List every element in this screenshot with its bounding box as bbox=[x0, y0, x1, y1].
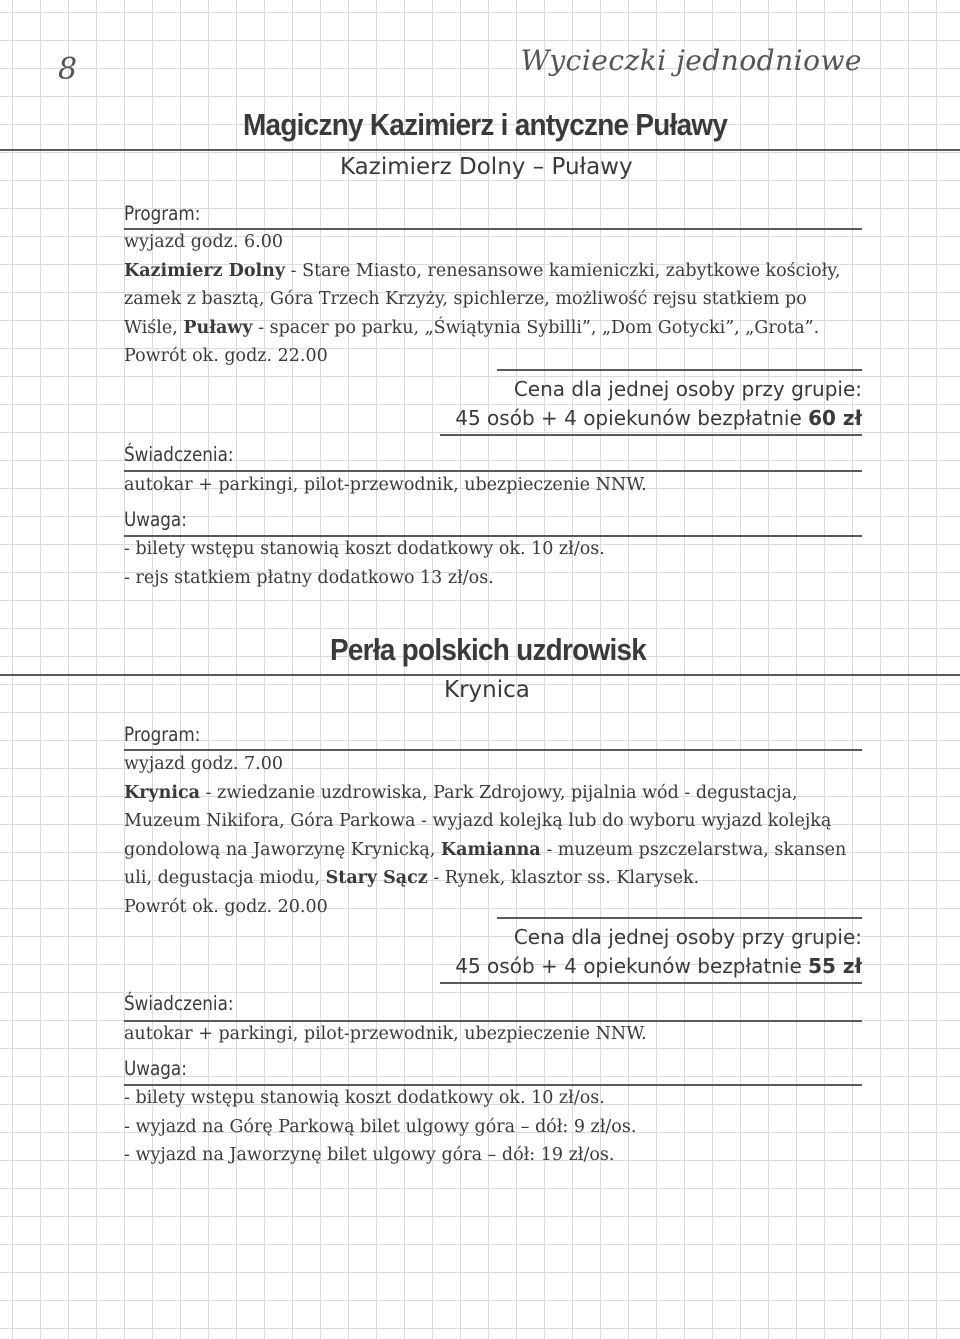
page-number: 8 bbox=[58, 52, 78, 87]
program-description: - spacer po parku, „Świątynia Sybilli”, „Dom Gotycki”, „Grota”. bbox=[252, 317, 820, 338]
price-value: 55 zł bbox=[808, 954, 862, 978]
trip-subtitle: Kazimierz Dolny – Puławy bbox=[340, 154, 633, 180]
price-underline bbox=[440, 982, 862, 984]
place-name: Krynica bbox=[124, 782, 200, 803]
program-line bbox=[124, 257, 862, 286]
notes-list bbox=[124, 1084, 636, 1170]
trip-title: Magiczny Kazimierz i antyczne Puławy bbox=[243, 107, 728, 142]
price-underline bbox=[440, 434, 862, 436]
services-label: Świadczenia: bbox=[124, 443, 234, 466]
services-label: Świadczenia: bbox=[124, 992, 234, 1015]
program-line bbox=[124, 864, 846, 893]
return-time: Powrót ok. godz. 22.00 bbox=[124, 346, 328, 366]
program-description: - Rynek, klasztor ss. Klarysek. bbox=[427, 868, 700, 888]
trip-subtitle: Krynica bbox=[444, 677, 530, 703]
trip-title: Perła polskich uzdrowisk bbox=[330, 632, 647, 667]
price-group-text: 45 osób + 4 opiekunów bezpłatnie bbox=[455, 406, 802, 430]
program-description: - Stare Miasto, renesansowe kamieniczki, zabytkowe kościoły, bbox=[285, 260, 841, 281]
program-line: zamek z basztą, Góra Trzech Krzyży, spichlerze, możliwość rejsu statkiem po bbox=[124, 289, 807, 309]
place-name: Kamianna bbox=[440, 839, 541, 860]
place-name: Kazimierz Dolny bbox=[124, 260, 286, 281]
program-description: Wiśle, bbox=[124, 317, 184, 338]
notes-label: Uwaga: bbox=[124, 508, 187, 531]
price-group-line bbox=[455, 952, 862, 981]
services-text: autokar + parkingi, pilot-przewodnik, ubezpieczenie NNW. bbox=[124, 475, 647, 495]
departure-time: wyjazd godz. 6.00 bbox=[124, 232, 283, 252]
program-line bbox=[124, 779, 846, 808]
note-item: - bilety wstępu stanowią koszt dodatkowy ok. 10 zł/os. bbox=[124, 1088, 605, 1108]
return-time: Powrót ok. godz. 20.00 bbox=[124, 896, 328, 917]
price-divider bbox=[497, 369, 862, 371]
place-name: Puławy bbox=[183, 317, 253, 338]
running-title: Wycieczki jednodniowe bbox=[520, 44, 862, 77]
program-label: Program: bbox=[124, 723, 201, 746]
note-item: - wyjazd na Górę Parkową bilet ulgowy góra – dół: 9 zł/os. bbox=[124, 1116, 637, 1137]
price-divider bbox=[497, 917, 862, 919]
title-divider bbox=[0, 674, 960, 676]
program-text bbox=[124, 750, 846, 921]
place-name: Stary Sącz bbox=[325, 868, 428, 888]
program-line bbox=[124, 314, 862, 343]
departure-time: wyjazd godz. 7.00 bbox=[124, 754, 283, 774]
note-item: - bilety wstępu stanowią koszt dodatkowy ok. 10 zł/os. bbox=[124, 539, 605, 559]
notes-list bbox=[124, 535, 605, 592]
note-item: - wyjazd na Jaworzynę bilet ulgowy góra – dół: 19 zł/os. bbox=[124, 1145, 615, 1165]
price-group-line bbox=[455, 404, 862, 433]
program-description: - zwiedzanie uzdrowiska, Park Zdrojowy, pijalnia wód - degustacja, bbox=[199, 782, 798, 803]
note-item: - rejs statkiem płatny dodatkowo 13 zł/os. bbox=[124, 567, 494, 588]
price-value: 60 zł bbox=[808, 406, 862, 430]
notes-label: Uwaga: bbox=[124, 1057, 187, 1080]
price-heading: Cena dla jednej osoby przy grupie: bbox=[513, 377, 862, 401]
program-description: - muzeum pszczelarstwa, skansen bbox=[540, 839, 847, 860]
program-line: Muzeum Nikifora, Góra Parkowa - wyjazd kolejką lub do wyboru wyjazd kolejką bbox=[124, 811, 832, 831]
title-divider bbox=[0, 149, 960, 151]
program-description: uli, degustacja miodu, bbox=[124, 868, 326, 888]
program-description: gondolową na Jaworzynę Krynicką, bbox=[124, 839, 441, 860]
program-line bbox=[124, 836, 846, 865]
program-label: Program: bbox=[124, 202, 201, 225]
price-block bbox=[455, 923, 862, 981]
price-block bbox=[455, 375, 862, 433]
price-group-text: 45 osób + 4 opiekunów bezpłatnie bbox=[455, 954, 802, 978]
services-text: autokar + parkingi, pilot-przewodnik, ubezpieczenie NNW. bbox=[124, 1024, 647, 1044]
program-text bbox=[124, 228, 862, 371]
price-heading: Cena dla jednej osoby przy grupie: bbox=[513, 925, 862, 949]
